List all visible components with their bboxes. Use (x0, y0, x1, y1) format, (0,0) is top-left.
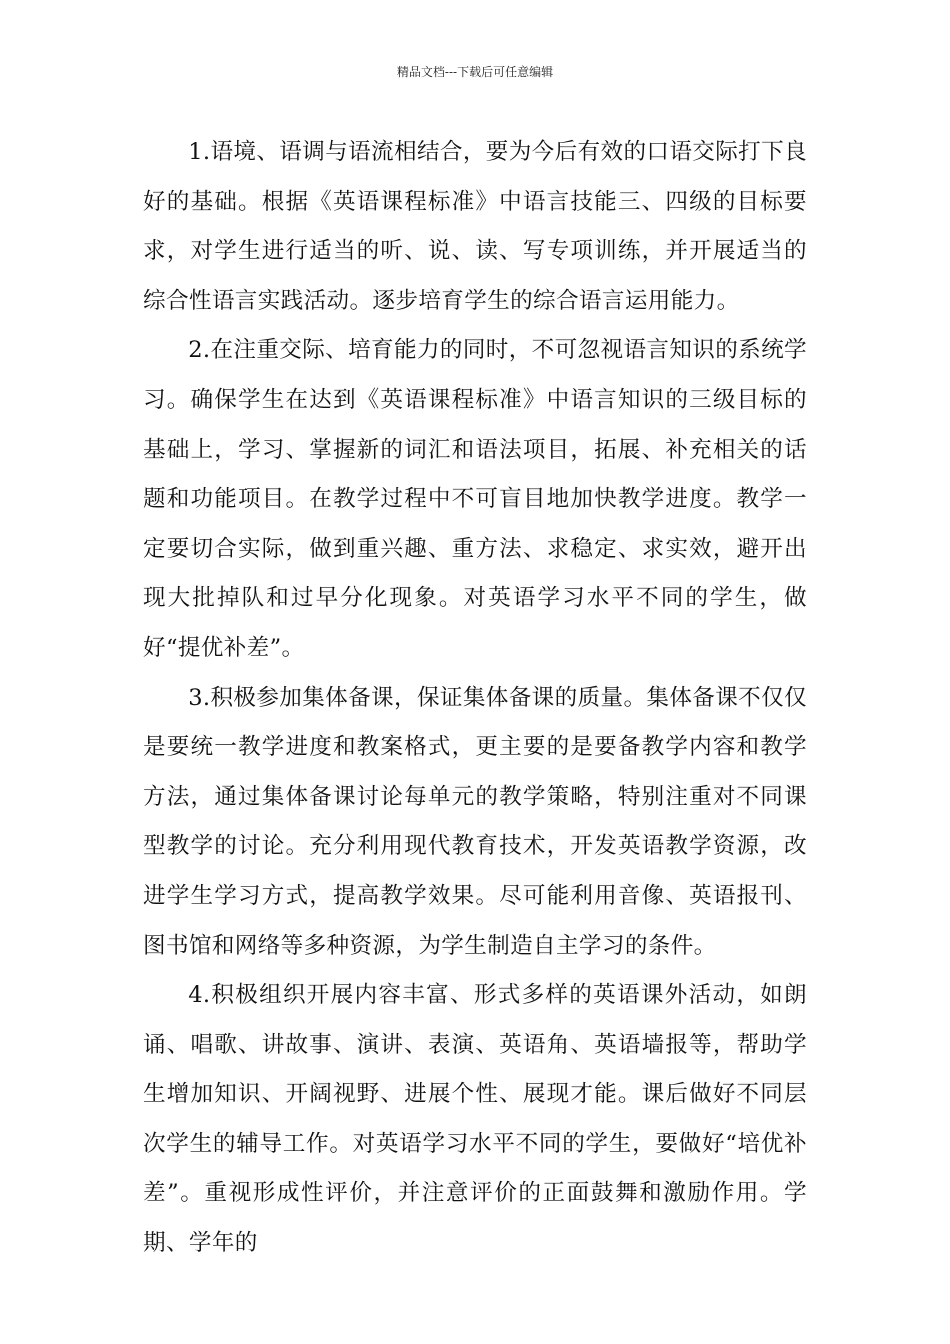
paragraph-1: 1.语境、语调与语流相结合，要为今后有效的口语交际打下良好的基础。根据《英语课程标准》中语言技能三、四级的目标要求，对学生进行适当的听、说、读、写专项训练，并开展适当的综合性语言实践活动。逐步培育学生的综合语言运用能力。 (143, 139, 807, 314)
paragraph-3: 3.积极参加集体备课，保证集体备课的质量。集体备课不仅仅是要统一教学进度和教案格式，更主要的是要备教学内容和教学方法，通过集体备课讨论每单元的教学策略，特别注重对不同课型教学的讨论。充分利用现代教育技术，开发英语教学资源，改进学生学习方式，提高教学效果。尽可能利用音像、英语报刊、图书馆和网络等多种资源，为学生制造自主学习的条件。 (143, 684, 807, 959)
paragraph-4: 4.积极组织开展内容丰富、形式多样的英语课外活动，如朗诵、唱歌、讲故事、演讲、表演、英语角、英语墙报等，帮助学生增加知识、开阔视野、进展个性、展现才能。课后做好不同层次学生的辅导工作。对英语学习水平不同的学生，要做好“培优补差”。重视形成性评价，并注意评价的正面鼓舞和激励作用。学期、学年的 (143, 982, 807, 1257)
paragraph-2: 2.在注重交际、培育能力的同时，不可忽视语言知识的系统学习。确保学生在达到《英语课程标准》中语言知识的三级目标的基础上，学习、掌握新的词汇和语法项目，拓展、补充相关的话题和功能项目。在教学过程中不可盲目地加快教学进度。教学一定要切合实际，做到重兴趣、重方法、求稳定、求实效，避开出现大批掉队和过早分化现象。对英语学习水平不同的学生，做好“提优补差”。 (143, 337, 807, 661)
document-body (143, 128, 807, 1269)
page-header: 精品文档---下载后可任意编辑 (396, 65, 554, 79)
